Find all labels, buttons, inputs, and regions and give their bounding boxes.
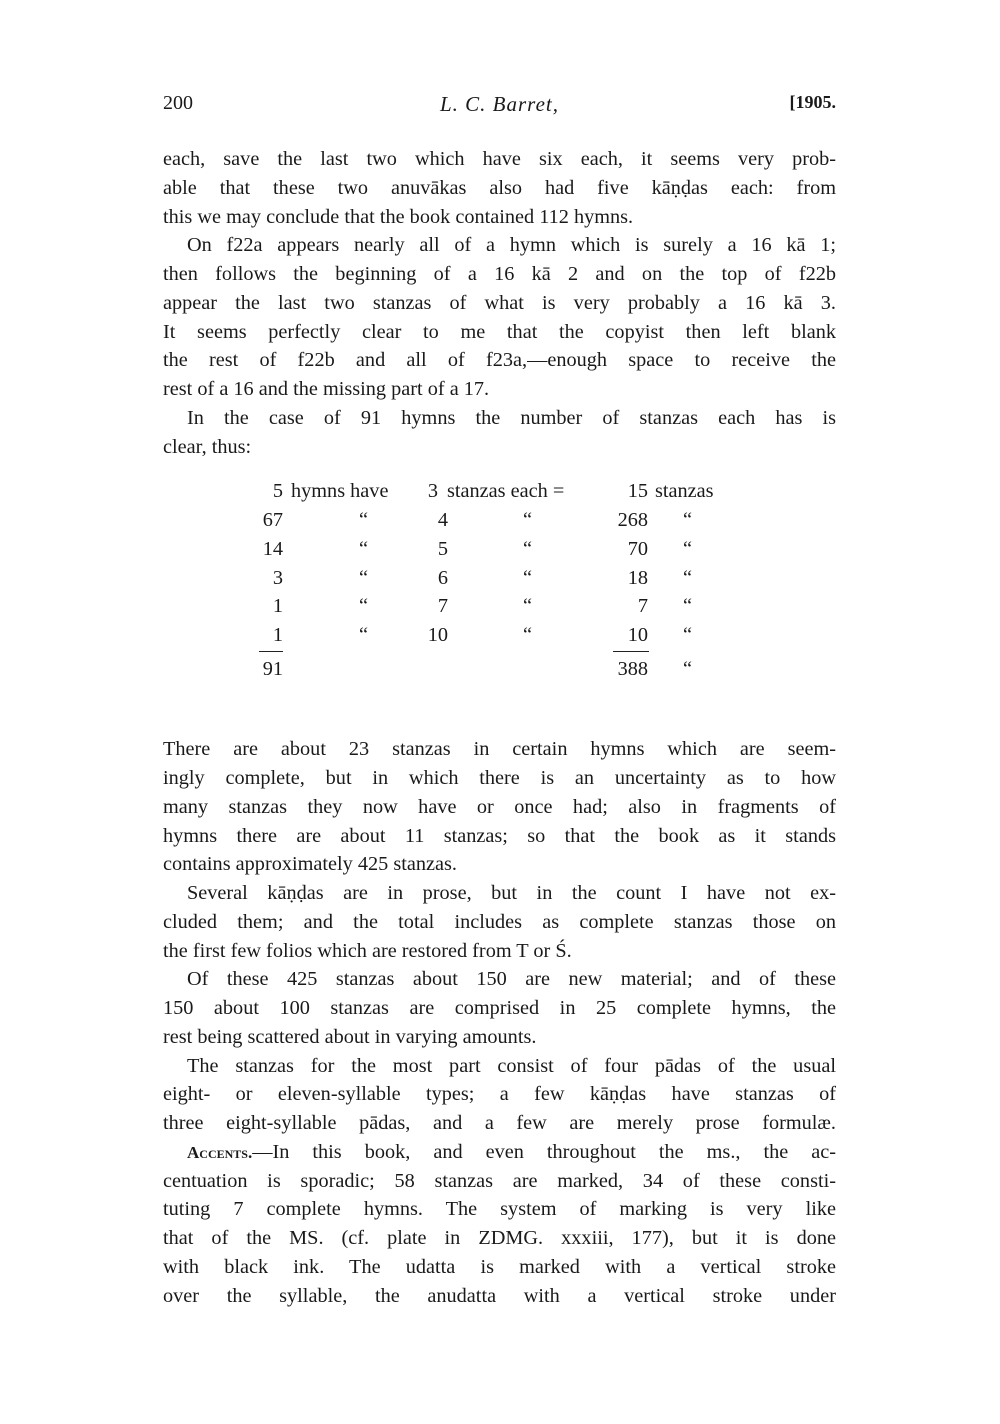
line-text: the first few folios which are restored from T or Ś.	[163, 939, 572, 962]
text-line	[163, 433, 836, 462]
ditto-mark: “	[359, 624, 369, 646]
text-line	[163, 1282, 836, 1311]
ditto-mark: “	[683, 595, 693, 618]
hymn-count: 14	[262, 537, 283, 560]
line-text: many stanzas they now have or once had; also in fragments of	[163, 795, 836, 818]
paragraph	[163, 231, 836, 404]
total-stanzas: 15	[627, 480, 648, 503]
line-text: —In this book, and even throughout the ms., the ac-	[252, 1140, 836, 1163]
line-text: over the syllable, the anudatta with a vertical stroke under	[163, 1284, 836, 1307]
text-line	[163, 375, 836, 404]
text-line	[163, 1138, 836, 1167]
ditto-mark: “	[359, 566, 369, 589]
line-text: rest of a 16 and the missing part of a 17.	[163, 378, 490, 400]
line-text: cluded them; and the total includes as complete stanzas those on	[163, 910, 836, 933]
text-line	[163, 965, 836, 994]
total-stanzas: 10	[627, 624, 648, 646]
text-line	[163, 1052, 836, 1081]
ditto-mark: “	[523, 624, 533, 646]
text-line	[163, 764, 836, 793]
text-line	[163, 260, 836, 289]
line-text: each, save the last two which have six each, it seems very prob-	[163, 148, 836, 170]
line-text: rest being scattered about in varying amounts.	[163, 1025, 537, 1048]
hymn-sum: 91	[262, 657, 283, 680]
text-line	[163, 289, 836, 318]
line-text: then follows the beginning of a 16 kā 2 and on the top of f22b	[163, 263, 836, 285]
line-text: In the case of 91 hymns the number of stanzas each has is	[187, 406, 836, 429]
text-line	[163, 404, 836, 433]
line-text: On f22a appears nearly all of a hymn which is surely a 16 kā 1;	[187, 234, 836, 257]
text-line	[163, 793, 836, 822]
ditto-mark: “	[683, 537, 693, 560]
text-line	[163, 822, 836, 851]
section-heading: Accents.	[187, 1142, 253, 1162]
text-line	[163, 231, 836, 260]
stanzas-per-hymn: 6	[437, 566, 448, 589]
text-line	[163, 1023, 836, 1052]
line-text: tuting 7 complete hymns. The system of marking is very like	[163, 1198, 836, 1221]
hymns-label: hymns have	[291, 480, 389, 503]
line-text: eight- or eleven-syllable types; a few kāṇḍas have stanzas of	[163, 1083, 836, 1106]
stanzas-per-hymn: 10	[427, 624, 448, 646]
stanzas-per-hymn: 4	[437, 509, 448, 531]
line-text: centuation is sporadic; 58 stanzas are marked, 34 of these consti-	[163, 1169, 836, 1192]
paragraphs-before-table	[163, 145, 836, 461]
total-stanzas: 7	[637, 595, 648, 618]
total-stanzas: 18	[627, 566, 648, 589]
paragraph	[163, 145, 836, 231]
line-text: Several kāṇḍas are in prose, but in the count I have not ex-	[187, 882, 836, 904]
line-text: Of these 425 stanzas about 150 are new material; and of these	[187, 968, 836, 991]
stanza-count-table	[163, 477, 836, 735]
line-text: hymns there are about 11 stanzas; so that the book as it stands	[163, 824, 836, 847]
paragraph	[163, 1052, 836, 1138]
ditto-mark: “	[683, 509, 693, 531]
hymn-count: 3	[272, 566, 283, 589]
text-line	[163, 937, 836, 966]
text-line	[163, 1253, 836, 1282]
running-header	[163, 92, 836, 122]
stanzas-label: stanzas each =	[447, 480, 565, 503]
hymn-count: 5	[272, 480, 283, 503]
line-text: appear the last two stanzas of what is very probably a 16 kā 3.	[163, 291, 836, 314]
line-text: that of the MS. (cf. plate in ZDMG. xxxiii, 177), but it is done	[163, 1227, 836, 1249]
paragraph	[163, 965, 836, 1051]
paragraph	[163, 879, 836, 965]
paragraph	[163, 735, 836, 879]
text-line	[163, 850, 836, 879]
paragraphs-after-table	[163, 735, 836, 1310]
line-text: It seems perfectly clear to me that the copyist then left blank	[163, 320, 836, 343]
page-number: 200	[163, 92, 193, 114]
total-stanzas: 70	[627, 537, 648, 560]
text-line	[163, 735, 836, 764]
line-text: the rest of f22b and all of f23a,—enough space to receive the	[163, 349, 836, 372]
line-text: 150 about 100 stanzas are comprised in 25 complete hymns, the	[163, 997, 836, 1019]
line-text: The stanzas for the most part consist of four pādas of the usual	[187, 1054, 836, 1077]
author-name: L. C. Barret,	[440, 92, 559, 116]
text-line	[163, 346, 836, 375]
ditto-mark: “	[359, 509, 369, 531]
total-label: stanzas	[655, 480, 714, 503]
paragraph	[163, 404, 836, 462]
total-sum: 388	[617, 657, 648, 680]
ditto-mark: “	[523, 537, 533, 560]
text-line	[163, 1224, 836, 1253]
ditto-mark: “	[523, 595, 533, 618]
ditto-mark: “	[683, 566, 693, 589]
line-text: three eight-syllable pādas, and a few are merely prose formulæ.	[163, 1112, 836, 1134]
text-line	[163, 1080, 836, 1109]
stanzas-per-hymn: 5	[437, 537, 448, 560]
stanzas-per-hymn: 7	[437, 595, 448, 618]
text-line	[163, 1195, 836, 1224]
line-text: able that these two anuvākas also had five kāṇḍas each: from	[163, 176, 836, 199]
ditto-mark: “	[683, 624, 693, 646]
text-line	[163, 318, 836, 347]
text-line	[163, 994, 836, 1023]
ditto-mark: “	[523, 566, 533, 589]
text-line	[163, 174, 836, 203]
line-text: with black ink. The udatta is marked with a vertical stroke	[163, 1255, 836, 1278]
ditto-mark: “	[359, 537, 369, 560]
hymn-count: 1	[272, 595, 283, 618]
hymn-count: 1	[272, 624, 283, 646]
sum-rule	[259, 651, 283, 652]
text-line	[163, 1167, 836, 1196]
stanzas-per-hymn: 3	[427, 480, 438, 503]
line-text: There are about 23 stanzas in certain hymns which are seem-	[163, 738, 836, 761]
line-text: contains approximately 425 stanzas.	[163, 853, 457, 876]
total-stanzas: 268	[617, 509, 648, 531]
text-line	[163, 879, 836, 908]
text-line	[163, 203, 836, 232]
body-text	[163, 145, 836, 1310]
year: [1905.	[789, 92, 836, 112]
sum-rule	[613, 651, 649, 652]
text-line	[163, 145, 836, 174]
text-line	[163, 1109, 836, 1138]
ditto-mark: “	[359, 595, 369, 618]
line-text: clear, thus:	[163, 435, 252, 458]
ditto-mark: “	[523, 509, 533, 531]
text-line	[163, 908, 836, 937]
line-text: this we may conclude that the book contained 112 hymns.	[163, 205, 634, 228]
ditto-mark: “	[683, 657, 693, 680]
line-text: ingly complete, but in which there is an uncertainty as to how	[163, 767, 836, 789]
paragraph	[163, 1138, 836, 1311]
hymn-count: 67	[262, 509, 283, 531]
